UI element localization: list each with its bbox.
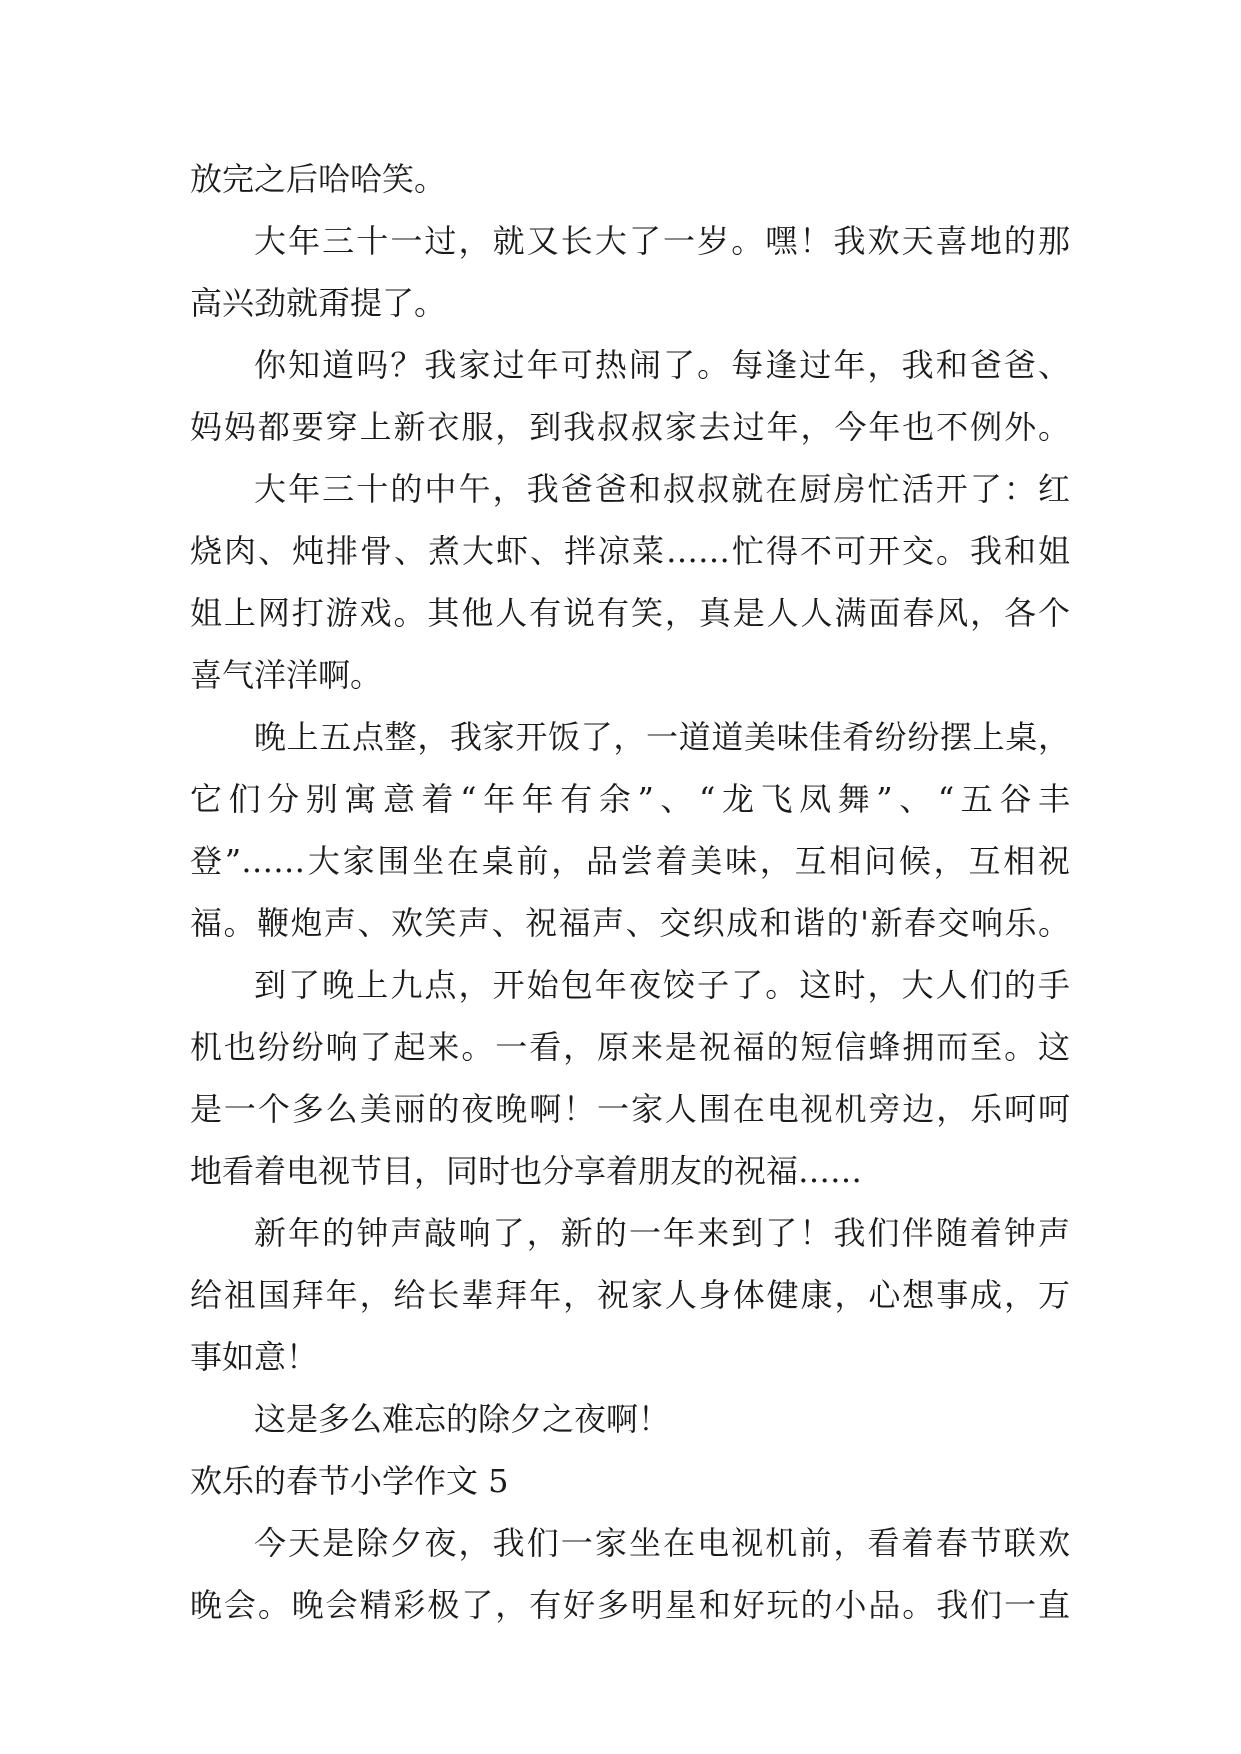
text-line: 地看着电视节目，同时也分享着朋友的祝福……	[190, 1152, 863, 1190]
text-line: 妈妈都要穿上新衣服，到我叔叔家去过年，今年也不例外。	[190, 408, 1070, 446]
text-line: 事如意！	[190, 1338, 319, 1376]
text-line: 福。鞭炮声、欢笑声、祝福声、交织成和谐的'新春交响乐。	[190, 904, 1070, 942]
text-line: 大年三十一过，就又长大了一岁。嘿！我欢天喜地的那	[254, 222, 1070, 260]
essay-body	[190, 148, 1070, 1636]
text-line: 这是多么难忘的除夕之夜啊！	[254, 1400, 671, 1438]
text-line: 机也纷纷响了起来。一看，原来是祝福的短信蜂拥而至。这	[190, 1028, 1070, 1066]
text-line: 你知道吗？我家过年可热闹了。每逢过年，我和爸爸、	[254, 346, 1070, 384]
text-line: 烧肉、炖排骨、煮大虾、拌凉菜……忙得不可开交。我和姐	[190, 532, 1070, 570]
text-line: 晚上五点整，我家开饭了，一道道美味佳肴纷纷摆上桌，	[254, 718, 1070, 756]
text-line: 今天是除夕夜，我们一家坐在电视机前，看着春节联欢	[254, 1524, 1070, 1562]
text-line: 喜气洋洋啊。	[190, 656, 383, 694]
text-line: 高兴劲就甭提了。	[190, 284, 447, 322]
text-line: 新年的钟声敲响了，新的一年来到了！我们伴随着钟声	[254, 1214, 1070, 1252]
text-line: 晚会。晚会精彩极了，有好多明星和好玩的小品。我们一直	[190, 1586, 1070, 1624]
text-line: 是一个多么美丽的夜晚啊！一家人围在电视机旁边，乐呵呵	[190, 1090, 1070, 1128]
text-line: 姐上网打游戏。其他人有说有笑，真是人人满面春风，各个	[190, 594, 1070, 632]
text-line: 到了晚上九点，开始包年夜饺子了。这时，大人们的手	[254, 966, 1070, 1004]
section-heading: 欢乐的春节小学作文 5	[190, 1462, 509, 1500]
text-line: 放完之后哈哈笑。	[190, 160, 447, 198]
text-line: 它们分别寓意着“年年有余”、“龙飞凤舞”、“五谷丰	[190, 780, 1070, 818]
text-line: 给祖国拜年，给长辈拜年，祝家人身体健康，心想事成，万	[190, 1276, 1070, 1314]
text-line: 大年三十的中午，我爸爸和叔叔就在厨房忙活开了：红	[254, 470, 1070, 508]
text-line: 登”……大家围坐在桌前，品尝着美味，互相问候，互相祝	[190, 842, 1070, 880]
